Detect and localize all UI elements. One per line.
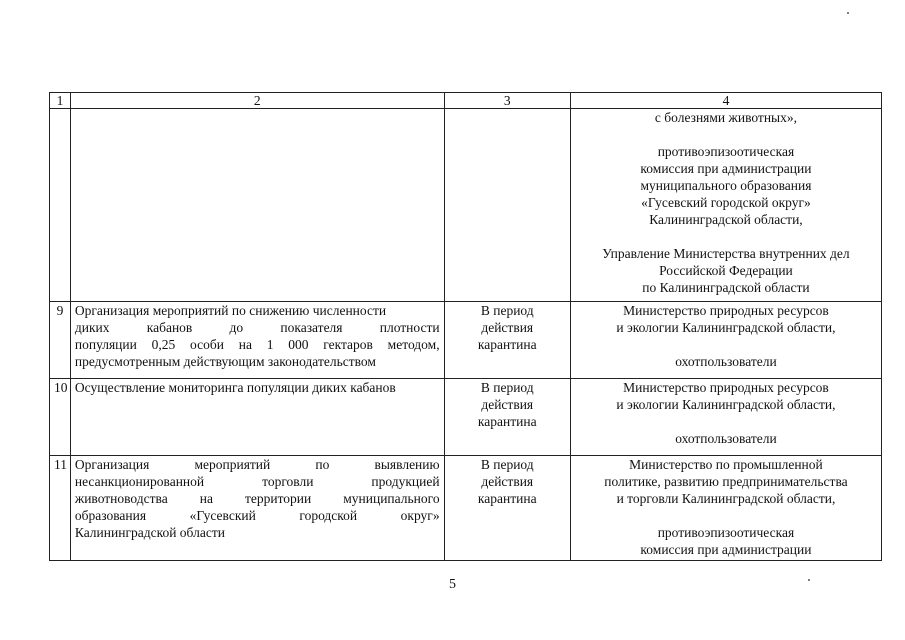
- responsible-line: противоэпизоотическая: [657, 525, 795, 540]
- responsible-line: Управление Министерства внутренних дел: [602, 246, 850, 261]
- period-line: карантина: [477, 491, 537, 506]
- period-line: В период: [480, 457, 534, 472]
- responsible-line: Министерство по промышленной: [629, 457, 823, 472]
- table-row-continuation: [50, 109, 882, 302]
- header-col-1: 1: [50, 93, 71, 109]
- measure-line: предусмотренным действующим законодательством: [74, 354, 376, 369]
- responsible-line: Российской Федерации: [659, 263, 793, 278]
- row-number-cell: 10: [50, 379, 71, 456]
- measure-line: Организация мероприятий по снижению численности: [74, 303, 387, 318]
- period-line: В период: [480, 303, 534, 318]
- responsible-line: Калининградской области,: [649, 212, 803, 227]
- header-col-3: 3: [444, 93, 570, 109]
- responsible-line: по Калининградской области: [642, 280, 810, 295]
- period-cell: [444, 302, 570, 379]
- period-cell: [444, 456, 570, 561]
- scan-speck: [808, 579, 810, 581]
- period-line: карантина: [477, 337, 537, 352]
- responsible-line: комиссия при администрации: [640, 161, 812, 176]
- row-number-cell: [50, 109, 71, 302]
- responsible-line: «Гусевский городской округ»: [641, 195, 811, 210]
- responsible-line: с болезнями животных»,: [654, 110, 797, 125]
- header-col-2: 2: [70, 93, 444, 109]
- responsible-line: и экологии Калининградской области,: [616, 397, 836, 412]
- measure-line: образования «Гусевский городской округ»: [74, 508, 440, 523]
- scan-speck: [847, 12, 849, 14]
- responsible-line: и торговли Калининградской области,: [616, 491, 836, 506]
- measure-line: несанкционированной торговли продукцией: [74, 474, 440, 489]
- responsible-cell: [570, 456, 881, 561]
- responsible-line: противоэпизоотическая: [657, 144, 795, 159]
- period-cell: [444, 109, 570, 302]
- measure-line: популяции 0,25 особи на 1 000 гектаров методом,: [74, 337, 440, 352]
- responsible-line: и экологии Калининградской области,: [616, 320, 836, 335]
- period-line: карантина: [477, 414, 537, 429]
- period-cell: [444, 379, 570, 456]
- table-row: [50, 379, 882, 456]
- period-line: действия: [481, 320, 534, 335]
- responsible-cell: [570, 379, 881, 456]
- measures-table: [49, 92, 882, 561]
- period-line: действия: [481, 474, 534, 489]
- responsible-line: охотпользователи: [675, 431, 777, 446]
- responsible-line: муниципального образования: [640, 178, 812, 193]
- table-row: [50, 456, 882, 561]
- measure-line: диких кабанов до показателя плотности: [74, 320, 440, 335]
- table-row: [50, 302, 882, 379]
- measure-cell: [70, 456, 444, 561]
- table-header-row: [50, 93, 882, 109]
- period-line: В период: [480, 380, 534, 395]
- measure-line: животноводства на территории муниципального: [74, 491, 440, 506]
- responsible-line: Министерство природных ресурсов: [623, 380, 829, 395]
- measure-cell: [70, 109, 444, 302]
- responsible-line: политике, развитию предпринимательства: [604, 474, 848, 489]
- responsible-cell: [570, 109, 881, 302]
- measure-line: Организация мероприятий по выявлению: [74, 457, 440, 472]
- responsible-cell: [570, 302, 881, 379]
- measure-cell: [70, 379, 444, 456]
- responsible-line: Министерство природных ресурсов: [623, 303, 829, 318]
- measure-line: Осуществление мониторинга популяции диких кабанов: [74, 380, 396, 395]
- row-number-cell: 9: [50, 302, 71, 379]
- responsible-line: комиссия при администрации: [640, 542, 812, 557]
- measure-cell: [70, 302, 444, 379]
- header-col-4: 4: [570, 93, 881, 109]
- row-number-cell: 11: [50, 456, 71, 561]
- responsible-line: охотпользователи: [675, 354, 777, 369]
- measure-line: Калининградской области: [74, 525, 225, 540]
- page-number: 5: [449, 577, 456, 592]
- period-line: действия: [481, 397, 534, 412]
